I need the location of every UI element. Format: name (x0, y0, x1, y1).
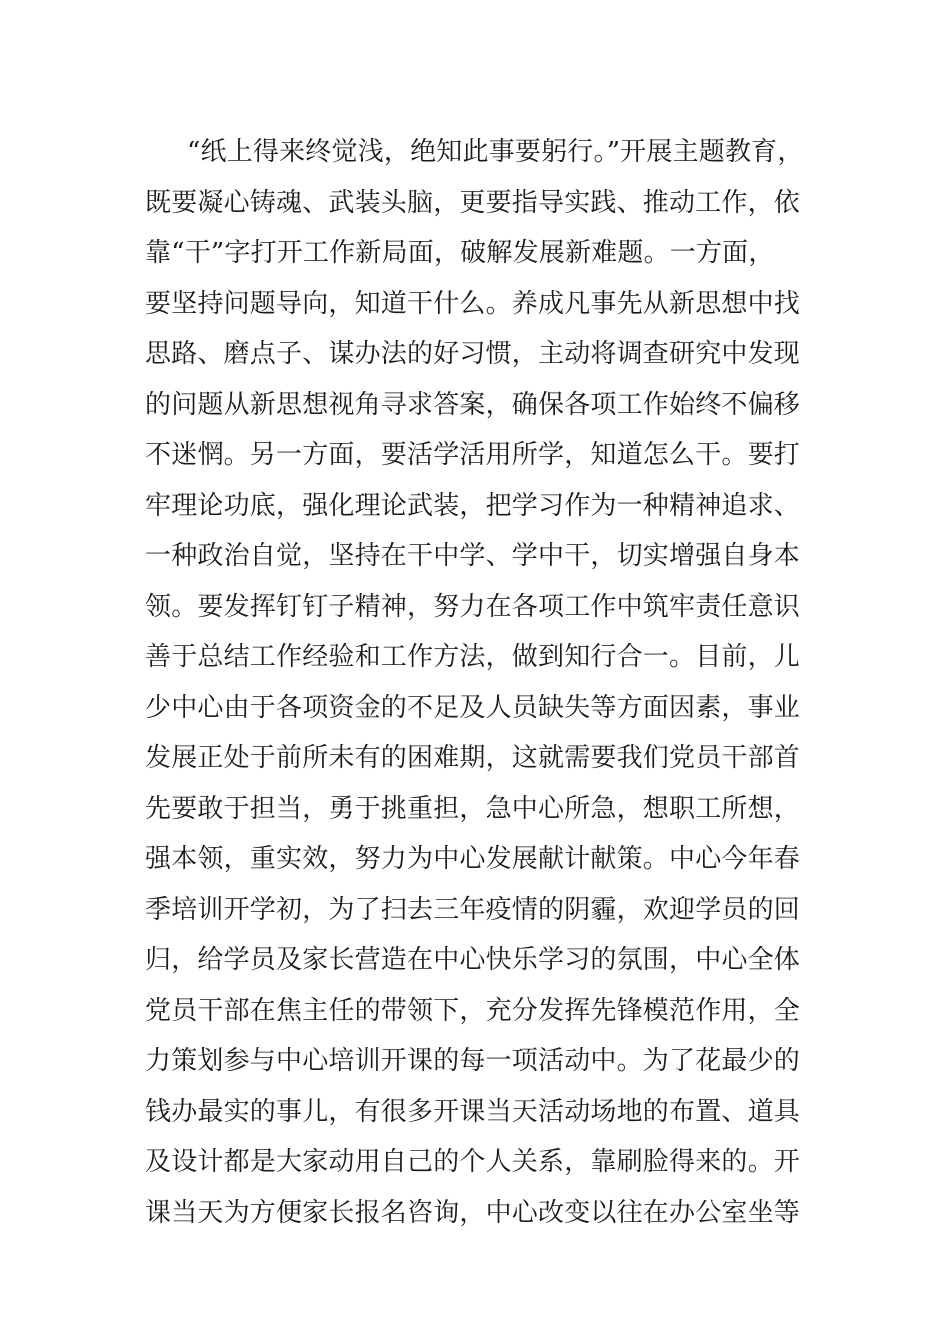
text-line-10: 领。要发挥钉钉子精神，努力在各项工作中筑牢责任意识 (145, 591, 801, 622)
text-line-8: 牢理论功底，强化理论武装，把学习作为一种精神追求、 (145, 490, 801, 521)
text-line-17: 归，给学员及家长营造在中心快乐学习的氛围，中心全体 (145, 945, 801, 975)
text-line-12: 少中心由于各项资金的不足及人员缺失等方面因素，事业 (145, 692, 801, 723)
text-line-9: 一种政治自觉，坚持在干中学、学中干，切实增强自身本 (145, 541, 801, 571)
text-line-21: 及设计都是大家动用自己的个人关系，靠刷脸得来的。开 (145, 1147, 801, 1177)
text-line-14: 先要敢于担当，勇于挑重担，急中心所急，想职工所想， (145, 793, 801, 824)
text-line-13: 发展正处于前所未有的困难期，这就需要我们党员干部首 (145, 743, 801, 773)
text-line-1: “纸上得来终觉浅，绝知此事要躬行。”开展主题教育， (187, 137, 804, 167)
text-line-2: 既要凝心铸魂、武装头脑，更要指导实践、推动工作，依 (145, 187, 801, 218)
text-line-3: 靠“干”字打开工作新局面，破解发展新难题。一方面， (145, 238, 775, 268)
text-line-20: 钱办最实的事儿，有很多开课当天活动场地的布置、道具 (145, 1096, 801, 1127)
text-line-22: 课当天为方便家长报名咨询，中心改变以往在办公室坐等 (145, 1197, 801, 1228)
text-line-15: 强本领，重实效，努力为中心发展献计献策。中心今年春 (145, 844, 801, 874)
text-line-5: 思路、磨点子、谋办法的好习惯，主动将调查研究中发现 (145, 339, 801, 369)
text-line-18: 党员干部在焦主任的带领下，充分发挥先锋模范作用，全 (145, 995, 801, 1026)
text-line-7: 不迷惘。另一方面，要活学活用所学，知道怎么干。要打 (145, 440, 801, 470)
body-paragraph (145, 127, 845, 1238)
text-line-4: 要坚持问题导向，知道干什么。养成凡事先从新思想中找 (145, 288, 801, 319)
text-line-19: 力策划参与中心培训开课的每一项活动中。为了花最少的 (145, 1046, 801, 1076)
text-line-11: 善于总结工作经验和工作方法，做到知行合一。目前，儿 (145, 642, 801, 672)
text-line-16: 季培训开学初，为了扫去三年疫情的阴霾，欢迎学员的回 (145, 894, 801, 925)
text-line-6: 的问题从新思想视角寻求答案，确保各项工作始终不偏移 (145, 389, 801, 420)
